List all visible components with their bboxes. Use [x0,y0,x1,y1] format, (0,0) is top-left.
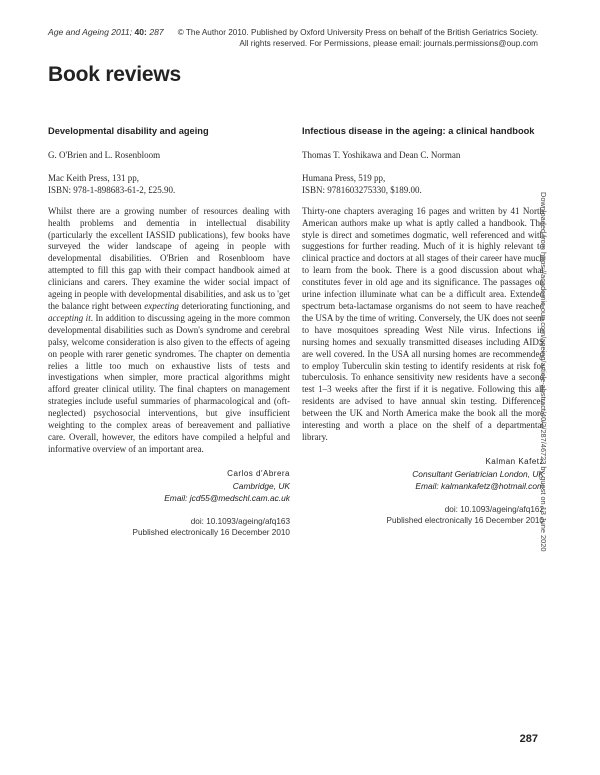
review-body-part: deteriorating functioning, and [178,300,290,311]
reviewer-signature [302,456,544,492]
review-body: Thirty-one chapters averaging 16 pages and written by 41 North American authors make up what is aptly called a handbook. The style is direct and sometimes dogmatic, well referenced and with suggestions for further reading. Much of it is highly relevant to clinical practice and doctors at all stages of their career have much to learn from the book. There is a good discussion about what constitutes fever in old age and its significance. The passages on urine infection illuminate what can be a difficult area. Extended spectrum beta-lactamase organisms do not seem to have reached the USA by the time of writing. Conversely, the UK does not seem to have mosquitoes spreading West Nile virus. Infections in nursing homes and sexually transmitted diseases including AIDS are well covered. In the USA all nursing homes are recommended to employ Tuberculin skin testing to identify residents at risk for tuberculosis. To enhance sensitivity new residents have a second test 1–3 weeks after the first if it is negative. Following this all residents are advised to have annual skin testing. Differences between the UK and North America make the book all the more interesting and worth a place on the shelf of a departmental library. [302,205,544,442]
book-publisher [302,173,544,197]
doi-block [48,516,290,539]
review-column-left [48,125,290,539]
review-body-emphasis: accepting it [48,312,91,323]
publisher-line: Humana Press, 519 pp, [302,172,386,183]
copyright-line-2: All rights reserved. For Permissions, please email: journals.permissions@oup.com [239,39,538,48]
review-title: Developmental disability and ageing [48,126,209,136]
isbn-line: ISBN: 978-1-898683-61-2, £25.90. [48,184,176,195]
reviewer-signature [48,468,290,504]
isbn-line: ISBN: 9781603275330, $189.00. [302,184,422,195]
download-watermark: Downloaded from https://academic.oup.com/ageing/article-abstract/40/2/287/46723 by guest on 13 June 2020 [539,192,548,552]
publisher-line: Mac Keith Press, 131 pp, [48,172,139,183]
section-title: Book reviews [48,63,181,86]
doi: doi: 10.1093/ageing/afq163 [190,516,290,526]
reviewer-email: Email: jcd55@medschl.cam.ac.uk [164,492,290,503]
published-date: Published electronically 16 December 2010 [132,528,290,538]
review-body-part: Whilst there are a growing number of resources dealing with health problems and dementia in intellectual disability (particularly the excellent IASSID publications), few books have surveyed the wider landscape of ageing in people with developmental disabilities. O'Brien and Rosenbloom have attempted to fill this gap with their compact handbook aimed at clinicians and carers. They examine the wider social impact of ageing in people with developmental disabilities, and ask us to 'get the balance right between [48,205,290,311]
reviewer-name: Kalman Kafetz [485,456,544,466]
reviewer-location: Cambridge, UK [232,480,290,491]
book-publisher [48,173,290,197]
journal-name: Age and Ageing 2011; [48,27,133,37]
review-body-emphasis: expecting [144,300,179,311]
reviewer-email: Email: kalmankafetz@hotmail.com [415,480,544,491]
published-date: Published electronically 16 December 2010 [386,516,544,526]
reviewer-location: Consultant Geriatrician London, UK [412,468,544,479]
review-column-right [302,125,544,527]
review-body-part: . In addition to discussing ageing in the more common developmental disabilities such as Down's syndrome and cerebral palsy, welcome consideration is also given to the effects of ageing on people with rarer genetic syndromes. The chapter on dementia relies a little too much on exhaustive lists of tests and investigations when simpler, more practical algorithms might afford greater clinical utility. The final chapters on management strategies include useful summaries of pharmacological and (oft-neglected) psychosocial interventions, but give insufficient weighting to the complex areas of bereavement and palliative care. Overall, however, the editors have compiled a helpful and informative overview of an important area. [48,312,290,454]
copyright-line-1: © The Author 2010. Published by Oxford University Press on behalf of the British Geriatrics Society. [177,28,538,37]
book-authors: Thomas T. Yoshikawa and Dean C. Norman [302,150,461,160]
reviewer-name: Carlos d'Abrera [227,468,290,478]
journal-page: 287 [149,27,164,37]
page-number: 287 [519,733,538,745]
journal-volume: 40: [134,27,147,37]
book-authors: G. O'Brien and L. Rosenbloom [48,150,161,160]
review-title: Infectious disease in the ageing: a clinical handbook [302,126,535,136]
doi: doi: 10.1093/ageing/afq162 [444,504,544,514]
copyright-notice [138,27,538,49]
doi-block [302,504,544,527]
review-body [48,206,290,456]
